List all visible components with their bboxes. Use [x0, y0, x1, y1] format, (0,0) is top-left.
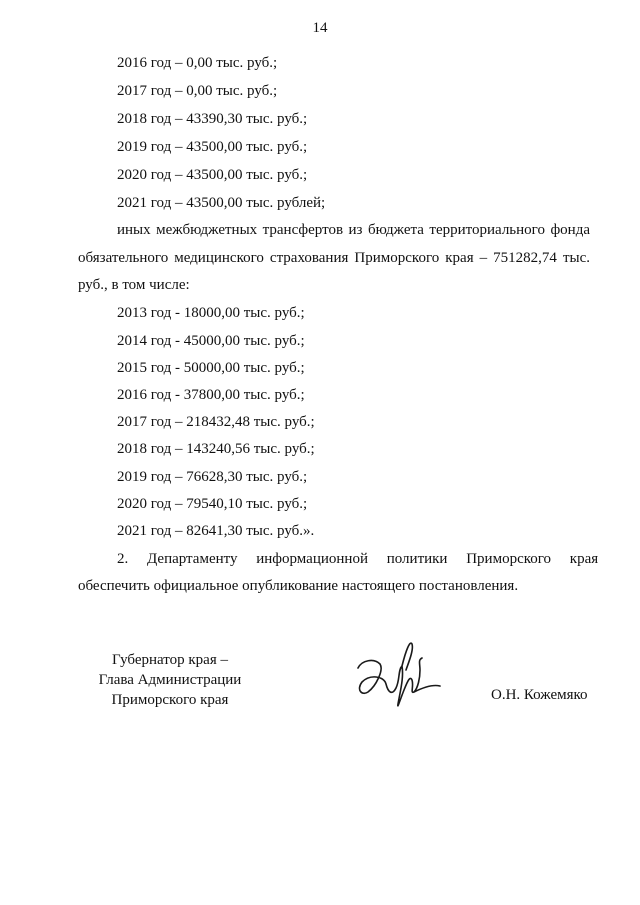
- transfer-year-line: 2021 год – 82641,30 тыс. руб.».: [117, 523, 315, 539]
- transfer-year-line: 2017 год – 218432,48 тыс. руб.;: [117, 414, 315, 430]
- item-2-line1: 2. Департаменту информационной политики Приморского края: [117, 551, 599, 567]
- signatory-title: [80, 650, 260, 710]
- signatory-name: О.Н. Кожемяко: [491, 687, 588, 703]
- signatory-title-line3: Приморского края: [111, 692, 229, 708]
- budget-year-line: 2017 год – 0,00 тыс. руб.;: [117, 83, 278, 99]
- transfer-year-line: 2019 год – 76628,30 тыс. руб.;: [117, 469, 308, 485]
- budget-year-line: 2016 год – 0,00 тыс. руб.;: [117, 55, 278, 71]
- transfer-year-line: 2015 год - 50000,00 тыс. руб.;: [117, 360, 305, 376]
- signatory-title-line2: Глава Администрации: [98, 672, 242, 688]
- transfers-paragraph-line3: руб., в том числе:: [78, 277, 190, 293]
- transfer-year-line: 2014 год - 45000,00 тыс. руб.;: [117, 333, 305, 349]
- transfers-paragraph-line1: иных межбюджетных трансфертов из бюджета территориального фонда: [117, 222, 590, 238]
- transfer-year-line: 2013 год - 18000,00 тыс. руб.;: [117, 305, 305, 321]
- budget-year-line: 2018 год – 43390,30 тыс. руб.;: [117, 111, 308, 127]
- budget-year-line: 2020 год – 43500,00 тыс. руб.;: [117, 167, 308, 183]
- transfer-year-line: 2018 год – 143240,56 тыс. руб.;: [117, 441, 315, 457]
- transfer-year-line: 2020 год – 79540,10 тыс. руб.;: [117, 496, 308, 512]
- handwritten-signature: [340, 630, 450, 720]
- budget-year-line: 2019 год – 43500,00 тыс. руб.;: [117, 139, 308, 155]
- item-2-line2: обеспечить официальное опубликование настоящего постановления.: [78, 578, 519, 594]
- transfer-year-line: 2016 год - 37800,00 тыс. руб.;: [117, 387, 305, 403]
- transfers-paragraph-line2: обязательного медицинского страхования Приморского края – 751282,74 тыс.: [78, 250, 590, 266]
- page-number: 14: [312, 20, 328, 36]
- budget-year-line: 2021 год – 43500,00 тыс. рублей;: [117, 195, 326, 211]
- signatory-title-line1: Губернатор края –: [112, 652, 228, 668]
